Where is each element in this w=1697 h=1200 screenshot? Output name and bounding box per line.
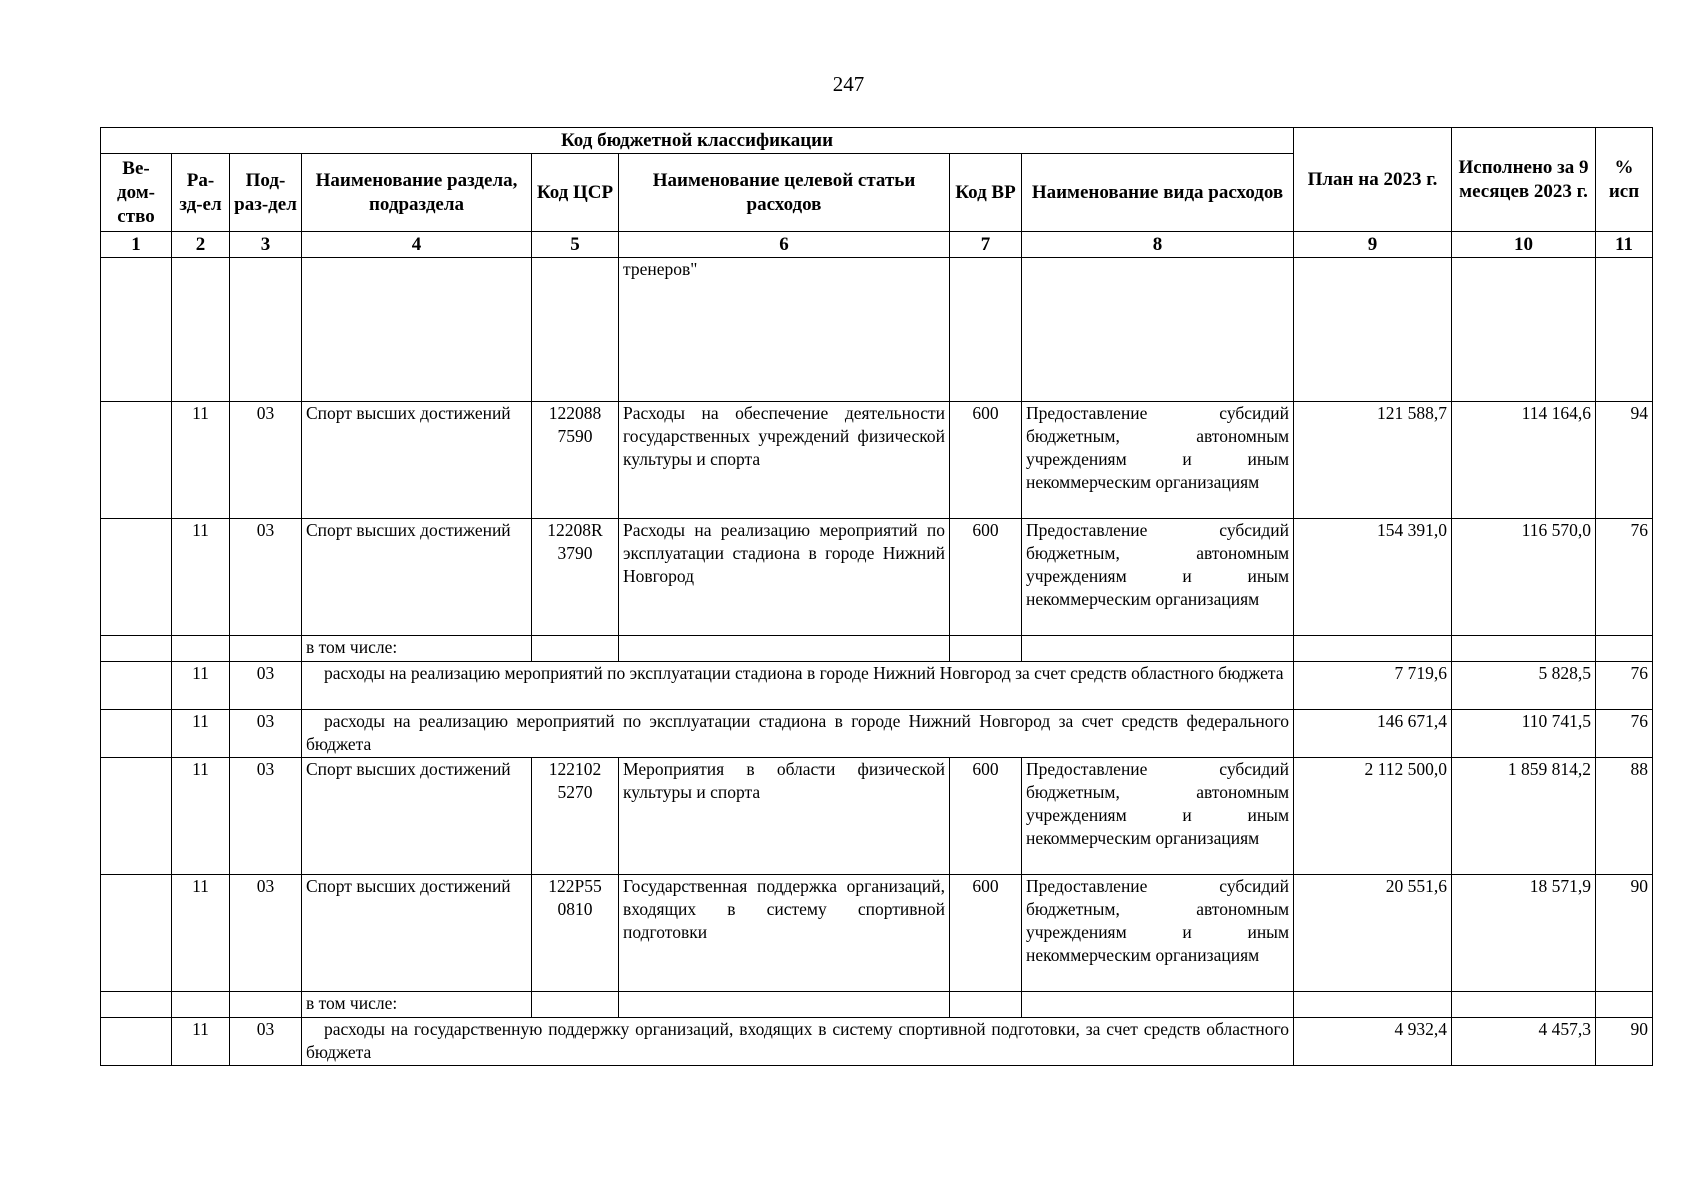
col-number: 11 xyxy=(1596,232,1653,258)
executed-cell: 116 570,0 xyxy=(1452,519,1596,636)
podrazdel-cell: 03 xyxy=(230,710,302,758)
plan-cell: 121 588,7 xyxy=(1294,402,1452,519)
col-podrazdel-header: Под-раз-дел xyxy=(230,154,302,232)
executed-cell: 110 741,5 xyxy=(1452,710,1596,758)
table-row xyxy=(101,402,1653,519)
percent-cell: 88 xyxy=(1596,758,1653,875)
header-group-row xyxy=(101,128,1653,154)
col-vr-header: Код ВР xyxy=(950,154,1022,232)
vr-cell: 600 xyxy=(950,875,1022,992)
razdel-cell: 11 xyxy=(172,1018,230,1066)
including-label: в том числе: xyxy=(302,636,532,662)
podrazdel-cell: 03 xyxy=(230,402,302,519)
razdel-name-cell: Спорт высших достижений xyxy=(302,519,532,636)
col-number: 3 xyxy=(230,232,302,258)
vr-name-cell: Предоставление субсидий бюджетным, автономным учреждениям и иным некоммерческим организациям xyxy=(1022,875,1294,992)
executed-cell: 1 859 814,2 xyxy=(1452,758,1596,875)
plan-cell: 20 551,6 xyxy=(1294,875,1452,992)
expense-detail-text: расходы на реализацию мероприятий по эксплуатации стадиона в городе Нижний Новгород за счет средств областного бюджета xyxy=(302,662,1294,710)
plan-cell: 7 719,6 xyxy=(1294,662,1452,710)
podrazdel-cell: 03 xyxy=(230,1018,302,1066)
razdel-cell: 11 xyxy=(172,662,230,710)
page-number: 247 xyxy=(832,72,865,96)
target-name-cell: Расходы на реализацию мероприятий по эксплуатации стадиона в городе Нижний Новгород xyxy=(619,519,950,636)
plan-cell: 154 391,0 xyxy=(1294,519,1452,636)
col-number: 9 xyxy=(1294,232,1452,258)
csr-cell: 12208R 3790 xyxy=(532,519,619,636)
col-number: 6 xyxy=(619,232,950,258)
expense-detail-text: расходы на государственную поддержку организаций, входящих в систему спортивной подготовки, за счет средств областного бюджета xyxy=(302,1018,1294,1066)
percent-cell: 90 xyxy=(1596,875,1653,992)
expense-detail-text: расходы на реализацию мероприятий по эксплуатации стадиона в городе Нижний Новгород за счет средств федерального бюджета xyxy=(302,710,1294,758)
col-vedomstvo-header: Ве-дом-ство xyxy=(101,154,172,232)
col-executed-header: Исполнено за 9 месяцев 2023 г. xyxy=(1452,128,1596,232)
csr-cell: 122088 7590 xyxy=(532,402,619,519)
col-number: 2 xyxy=(172,232,230,258)
table-row xyxy=(101,992,1653,1018)
plan-cell: 146 671,4 xyxy=(1294,710,1452,758)
col-number: 4 xyxy=(302,232,532,258)
col-number: 1 xyxy=(101,232,172,258)
table-row xyxy=(101,636,1653,662)
vr-name-cell: Предоставление субсидий бюджетным, автономным учреждениям и иным некоммерческим организациям xyxy=(1022,758,1294,875)
podrazdel-cell: 03 xyxy=(230,875,302,992)
razdel-cell: 11 xyxy=(172,710,230,758)
podrazdel-cell: 03 xyxy=(230,662,302,710)
table-row xyxy=(101,519,1653,636)
podrazdel-cell: 03 xyxy=(230,758,302,875)
vr-name-cell: Предоставление субсидий бюджетным, автономным учреждениям и иным некоммерческим организациям xyxy=(1022,519,1294,636)
executed-cell: 5 828,5 xyxy=(1452,662,1596,710)
col-csr-header: Код ЦСР xyxy=(532,154,619,232)
target-name-cell: тренеров" xyxy=(619,258,950,402)
table-row xyxy=(101,1018,1653,1066)
col-target-name-header: Наименование целевой статьи расходов xyxy=(619,154,950,232)
col-razdel-header: Ра-зд-ел xyxy=(172,154,230,232)
razdel-cell: 11 xyxy=(172,402,230,519)
col-vr-name-header: Наименование вида расходов xyxy=(1022,154,1294,232)
csr-cell: 122102 5270 xyxy=(532,758,619,875)
razdel-cell: 11 xyxy=(172,875,230,992)
razdel-cell: 11 xyxy=(172,758,230,875)
table-row xyxy=(101,258,1653,402)
col-number: 10 xyxy=(1452,232,1596,258)
executed-cell: 4 457,3 xyxy=(1452,1018,1596,1066)
table-row xyxy=(101,758,1653,875)
group-title: Код бюджетной классификации xyxy=(101,128,1294,154)
razdel-name-cell: Спорт высших достижений xyxy=(302,875,532,992)
col-percent-header: % исп xyxy=(1596,128,1653,232)
col-razdel-name-header: Наименование раздела, подраздела xyxy=(302,154,532,232)
executed-cell: 114 164,6 xyxy=(1452,402,1596,519)
csr-cell: 122Р55 0810 xyxy=(532,875,619,992)
vr-name-cell: Предоставление субсидий бюджетным, автономным учреждениям и иным некоммерческим организациям xyxy=(1022,402,1294,519)
table-row xyxy=(101,710,1653,758)
vr-cell: 600 xyxy=(950,519,1022,636)
col-number: 7 xyxy=(950,232,1022,258)
razdel-name-cell: Спорт высших достижений xyxy=(302,402,532,519)
vr-cell: 600 xyxy=(950,758,1022,875)
budget-table xyxy=(100,127,1653,1066)
table-row xyxy=(101,875,1653,992)
column-numbers-row xyxy=(101,232,1653,258)
col-plan-header: План на 2023 г. xyxy=(1294,128,1452,232)
executed-cell: 18 571,9 xyxy=(1452,875,1596,992)
target-name-cell: Расходы на обеспечение деятельности государственных учреждений физической культуры и спорта xyxy=(619,402,950,519)
podrazdel-cell: 03 xyxy=(230,519,302,636)
including-label: в том числе: xyxy=(302,992,532,1018)
percent-cell: 76 xyxy=(1596,710,1653,758)
percent-cell: 76 xyxy=(1596,519,1653,636)
plan-cell: 4 932,4 xyxy=(1294,1018,1452,1066)
target-name-cell: Мероприятия в области физической культуры и спорта xyxy=(619,758,950,875)
percent-cell: 76 xyxy=(1596,662,1653,710)
table-row xyxy=(101,662,1653,710)
col-number: 8 xyxy=(1022,232,1294,258)
razdel-name-cell: Спорт высших достижений xyxy=(302,758,532,875)
razdel-cell: 11 xyxy=(172,519,230,636)
percent-cell: 90 xyxy=(1596,1018,1653,1066)
vr-cell: 600 xyxy=(950,402,1022,519)
plan-cell: 2 112 500,0 xyxy=(1294,758,1452,875)
target-name-cell: Государственная поддержка организаций, входящих в систему спортивной подготовки xyxy=(619,875,950,992)
percent-cell: 94 xyxy=(1596,402,1653,519)
col-number: 5 xyxy=(532,232,619,258)
